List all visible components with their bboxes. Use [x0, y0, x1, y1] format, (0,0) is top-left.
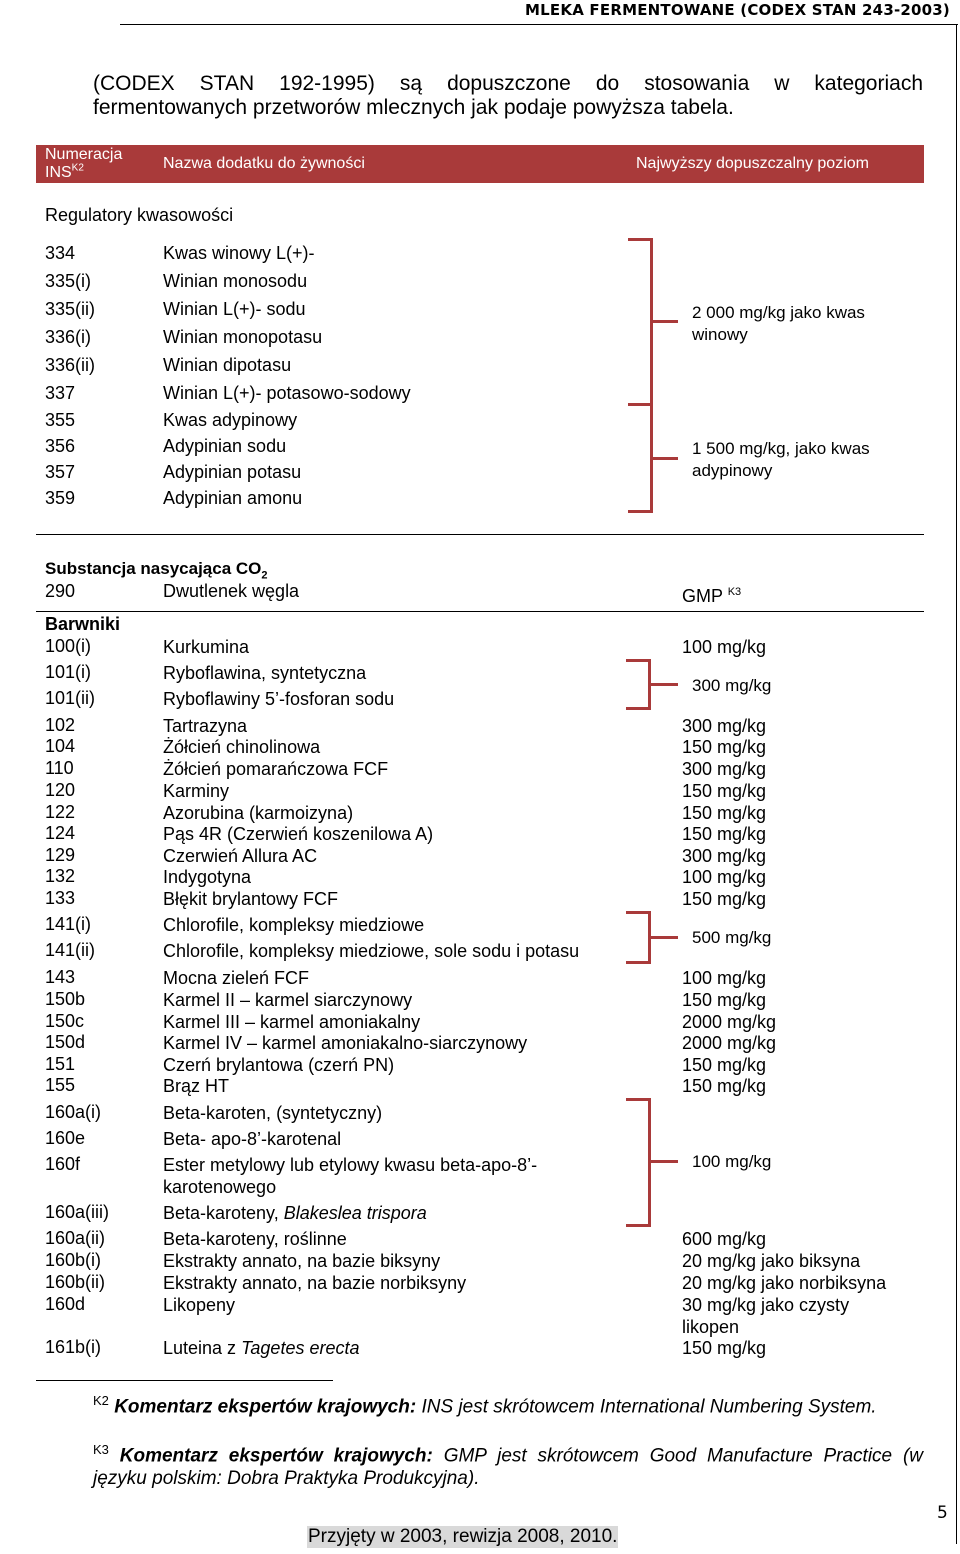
color-name	[163, 888, 338, 910]
color-code: 143	[45, 967, 76, 987]
color-limit-text: 150 mg/kg	[682, 1076, 767, 1096]
bracket-chlorophyll-arm	[648, 936, 678, 939]
acid-name: Winian monopotasu	[163, 327, 323, 347]
bracket-acid-mid	[628, 403, 653, 406]
co2-limit: GMP $^{K3}$	[682, 586, 742, 606]
color-limit	[682, 989, 766, 1011]
acid-code: 335(i)	[45, 271, 92, 291]
color-limit	[682, 636, 766, 658]
bracket-acid-arm2	[650, 457, 678, 460]
color-name	[163, 1102, 382, 1124]
color-name-text: Mocna zieleń FCF	[163, 968, 310, 988]
bracket-acid-arm1	[650, 320, 678, 323]
color-limit-text: 300 mg/kg	[682, 716, 767, 736]
acid-code: 357	[45, 462, 76, 482]
color-limit-text: 150 mg/kg	[682, 824, 767, 844]
color-limit-cont: likopen	[682, 1317, 740, 1337]
color-name	[163, 1228, 347, 1250]
color-name-text: Karmel II – karmel siarczynowy	[163, 990, 413, 1010]
acid-code: 335(ii)	[45, 299, 96, 319]
acid-name: Adypinian amonu	[163, 488, 303, 508]
color-name-italic: Tagetes erecta	[241, 1338, 360, 1358]
co2-name: Dwutlenek węgla	[163, 581, 300, 601]
color-code: 160a(ii)	[45, 1228, 106, 1248]
color-code: 161b(i)	[45, 1337, 102, 1357]
color-limit	[682, 823, 766, 845]
color-code: 100(i)	[45, 636, 92, 656]
color-name	[163, 758, 388, 780]
color-code: 151	[45, 1054, 76, 1074]
color-name	[163, 1294, 235, 1316]
color-code: 150b	[45, 989, 86, 1009]
color-name	[163, 780, 229, 802]
section-title-acidity: Regulatory kwasowości	[45, 205, 234, 225]
divider-acid	[36, 534, 924, 535]
color-code: 122	[45, 802, 76, 822]
acid-name: Winian L(+)- potasowo-sodowy	[163, 383, 411, 403]
color-name-text: Ester metylowy lub etylowy kwasu beta-apo-8’-	[163, 1155, 538, 1175]
color-name-text: Chlorofile, kompleksy miedziowe, sole sodu i potasu	[163, 941, 580, 961]
color-name-text: Chlorofile, kompleksy miedziowe	[163, 915, 425, 935]
acid-name: Winian monosodu	[163, 271, 308, 291]
color-code: 129	[45, 845, 76, 865]
color-name	[163, 1272, 466, 1294]
acid-name: Kwas winowy L(+)-	[163, 243, 315, 263]
color-name-text: Pąs 4R (Czerwień koszenilowa A)	[163, 824, 434, 844]
acid-code: 356	[45, 436, 76, 456]
color-limit	[682, 736, 766, 758]
color-name-text: Żółcień chinolinowa	[163, 737, 321, 757]
color-name	[163, 1154, 537, 1198]
color-name-text: Karmel IV – karmel amoniakalno-siarczynowy	[163, 1033, 528, 1053]
color-name	[163, 866, 251, 888]
header-max-level: Najwyższy dopuszczalny poziom	[636, 155, 869, 172]
color-name	[163, 1075, 229, 1097]
color-code: 102	[45, 715, 76, 735]
color-limit	[682, 845, 766, 867]
page-number: 5	[937, 1503, 948, 1523]
color-name-text: Żółcień pomarańczowa FCF	[163, 759, 389, 779]
co2-code: 290	[45, 581, 76, 601]
color-name-text: Kurkumina	[163, 637, 250, 657]
color-name	[163, 1337, 359, 1359]
color-limit-text: 100 mg/kg	[682, 637, 767, 657]
color-limit	[682, 1011, 776, 1033]
color-code: 101(ii)	[45, 688, 96, 708]
color-name-text: Beta-karoteny,	[163, 1203, 284, 1223]
divider-co2	[36, 611, 924, 612]
footnote-separator	[36, 1380, 333, 1381]
color-name-text: Ryboflawiny 5’-fosforan sodu	[163, 689, 395, 709]
color-limit-text: 150 mg/kg	[682, 1055, 767, 1075]
color-name-text: Karmel III – karmel amoniakalny	[163, 1012, 421, 1032]
color-name	[163, 662, 366, 684]
color-limit	[682, 866, 766, 888]
section-title-colors: Barwniki	[45, 614, 121, 634]
color-name-text: Indygotyna	[163, 867, 252, 887]
color-name	[163, 715, 247, 737]
color-name-text: Brąz HT	[163, 1076, 230, 1096]
color-name	[163, 989, 412, 1011]
color-code: 150c	[45, 1011, 85, 1031]
color-name	[163, 1128, 341, 1150]
color-limit	[682, 967, 766, 989]
acid-limit-tartaric: 2 000 mg/kg jako kwas winowy	[692, 303, 865, 344]
color-limit-text: 150 mg/kg	[682, 737, 767, 757]
color-name	[163, 1054, 394, 1076]
footnote-k2: $^{K2}$ Komentarz ekspertów krajowych: INS jest skrótowcem International Numbering System.	[93, 1393, 877, 1418]
acid-name: Winian L(+)- sodu	[163, 299, 306, 319]
color-code: 160d	[45, 1294, 86, 1314]
color-name-text: Czerwień Allura AC	[163, 846, 318, 866]
color-code: 132	[45, 866, 76, 886]
bracket-acid-bottom	[628, 510, 653, 513]
acid-code: 334	[45, 243, 76, 263]
color-limit	[682, 1294, 849, 1338]
color-code: 101(i)	[45, 662, 92, 682]
color-limit-text: 150 mg/kg	[682, 889, 767, 909]
color-name	[163, 823, 433, 845]
header-ins-number: Numeracja $INS^{K2}$	[45, 146, 123, 181]
color-limit	[682, 1032, 776, 1054]
color-name-text: Ryboflawina, syntetyczna	[163, 663, 367, 683]
color-code: 141(ii)	[45, 940, 96, 960]
color-code: 124	[45, 823, 76, 843]
color-limit	[682, 1337, 766, 1359]
group-limit-carotene: 100 mg/kg	[692, 1152, 772, 1171]
color-limit-text: 150 mg/kg	[682, 1338, 767, 1358]
color-name	[163, 802, 353, 824]
color-name-text: Błękit brylantowy FCF	[163, 889, 339, 909]
color-limit	[682, 888, 766, 910]
table-header	[36, 145, 924, 183]
color-name-text: Beta-karoten, (syntetyczny)	[163, 1103, 383, 1123]
color-name-text: Luteina z	[163, 1338, 242, 1358]
bracket-carotene-bottom	[626, 1224, 651, 1227]
color-code: 120	[45, 780, 76, 800]
color-name	[163, 636, 249, 658]
intro-paragraph: (CODEX STAN 192-1995) są dopuszczone do stosowania w kategoriach fermentowanych przetworów mlecznych jak podaje powyższa tabela.	[93, 72, 923, 119]
color-limit	[682, 1272, 886, 1294]
color-code: 110	[45, 758, 74, 778]
color-limit-text: 2000 mg/kg	[682, 1033, 777, 1053]
color-limit-text: 100 mg/kg	[682, 867, 767, 887]
color-limit-text: 20 mg/kg jako norbiksyna	[682, 1273, 887, 1293]
color-limit	[682, 715, 766, 737]
color-limit-text: 600 mg/kg	[682, 1229, 767, 1249]
acid-name: Winian dipotasu	[163, 355, 292, 375]
color-name-text: Beta- apo-8’-karotenal	[163, 1129, 342, 1149]
color-name-text: Czerń brylantowa (czerń PN)	[163, 1055, 395, 1075]
color-code: 150d	[45, 1032, 86, 1052]
color-limit	[682, 802, 766, 824]
footnote-k3: $^{K3}$ Komentarz ekspertów krajowych: GMP jest skrótowcem Good Manufacture Practice (w języku polskim: Dobra Praktyka Produkcyjna).	[93, 1442, 923, 1490]
footer-adoption: Przyjęty w 2003, rewizja 2008, 2010.	[308, 1526, 618, 1547]
acid-name: Kwas adypinowy	[163, 410, 298, 430]
color-limit	[682, 1054, 766, 1076]
color-name	[163, 1250, 440, 1272]
color-name-italic: Blakeslea trispora	[283, 1203, 427, 1223]
bracket-riboflavin-bottom	[626, 707, 651, 710]
acid-name: Adypinian sodu	[163, 436, 287, 456]
color-limit-text: 300 mg/kg	[682, 846, 767, 866]
group-limit-chlorophyll: 500 mg/kg	[692, 928, 772, 947]
header-rule	[120, 24, 958, 25]
color-code: 133	[45, 888, 76, 908]
color-code: 141(i)	[45, 914, 92, 934]
color-code: 160f	[45, 1154, 81, 1174]
acid-code: 355	[45, 410, 76, 430]
bracket-riboflavin-arm	[648, 683, 678, 686]
bracket-chlorophyll-bottom	[626, 961, 651, 964]
color-limit-text: 300 mg/kg	[682, 759, 767, 779]
color-limit-text: 150 mg/kg	[682, 803, 767, 823]
acid-code: 336(ii)	[45, 355, 96, 375]
color-name	[163, 845, 317, 867]
bracket-carotene-arm	[648, 1160, 678, 1163]
color-name	[163, 1202, 427, 1224]
acid-code: 337	[45, 383, 76, 403]
color-limit	[682, 758, 766, 780]
color-name	[163, 688, 394, 710]
bracket-acid-spine	[650, 238, 653, 513]
color-limit-text: 100 mg/kg	[682, 968, 767, 988]
color-name-cont: karotenowego	[163, 1177, 277, 1197]
acid-name: Adypinian potasu	[163, 462, 302, 482]
color-code: 160a(i)	[45, 1102, 102, 1122]
color-code: 160a(iii)	[45, 1202, 110, 1222]
color-limit-text: 20 mg/kg jako biksyna	[682, 1251, 861, 1271]
color-limit-text: 30 mg/kg jako czysty	[682, 1295, 850, 1315]
color-limit	[682, 1250, 860, 1272]
color-name	[163, 1011, 420, 1033]
color-name-text: Tartrazyna	[163, 716, 248, 736]
acid-code: 359	[45, 488, 76, 508]
margin-rule	[956, 24, 957, 1544]
color-code: 160e	[45, 1128, 86, 1148]
color-code: 155	[45, 1075, 76, 1095]
color-limit-text: 2000 mg/kg	[682, 1012, 777, 1032]
color-name-text: Beta-karoteny, roślinne	[163, 1229, 347, 1249]
color-name	[163, 736, 320, 758]
color-name-text: Ekstrakty annato, na bazie biksyny	[163, 1251, 441, 1271]
running-header-title: MLEKA FERMENTOWANE (CODEX STAN 243-2003)	[525, 1, 950, 19]
acid-limit-adipic: 1 500 mg/kg, jako kwas adypinowy	[692, 439, 870, 480]
color-name	[163, 967, 309, 989]
color-code: 160b(ii)	[45, 1272, 106, 1292]
color-name-text: Likopeny	[163, 1295, 236, 1315]
color-limit-text: 150 mg/kg	[682, 781, 767, 801]
color-name-text: Azorubina (karmoizyna)	[163, 803, 354, 823]
color-name	[163, 914, 424, 936]
color-limit-text: 150 mg/kg	[682, 990, 767, 1010]
section-title-co2: Substancja nasycająca $CO_2$	[45, 559, 268, 582]
group-limit-riboflavin: 300 mg/kg	[692, 676, 772, 695]
color-limit	[682, 1228, 766, 1250]
color-name	[163, 940, 579, 962]
header-additive-name: Nazwa dodatku do żywności	[163, 155, 365, 172]
color-code: 160b(i)	[45, 1250, 102, 1270]
color-code: 104	[45, 736, 76, 756]
color-name-text: Karminy	[163, 781, 230, 801]
color-name	[163, 1032, 527, 1054]
color-name-text: Ekstrakty annato, na bazie norbiksyny	[163, 1273, 467, 1293]
acid-code: 336(i)	[45, 327, 92, 347]
color-limit	[682, 1075, 766, 1097]
color-limit	[682, 780, 766, 802]
